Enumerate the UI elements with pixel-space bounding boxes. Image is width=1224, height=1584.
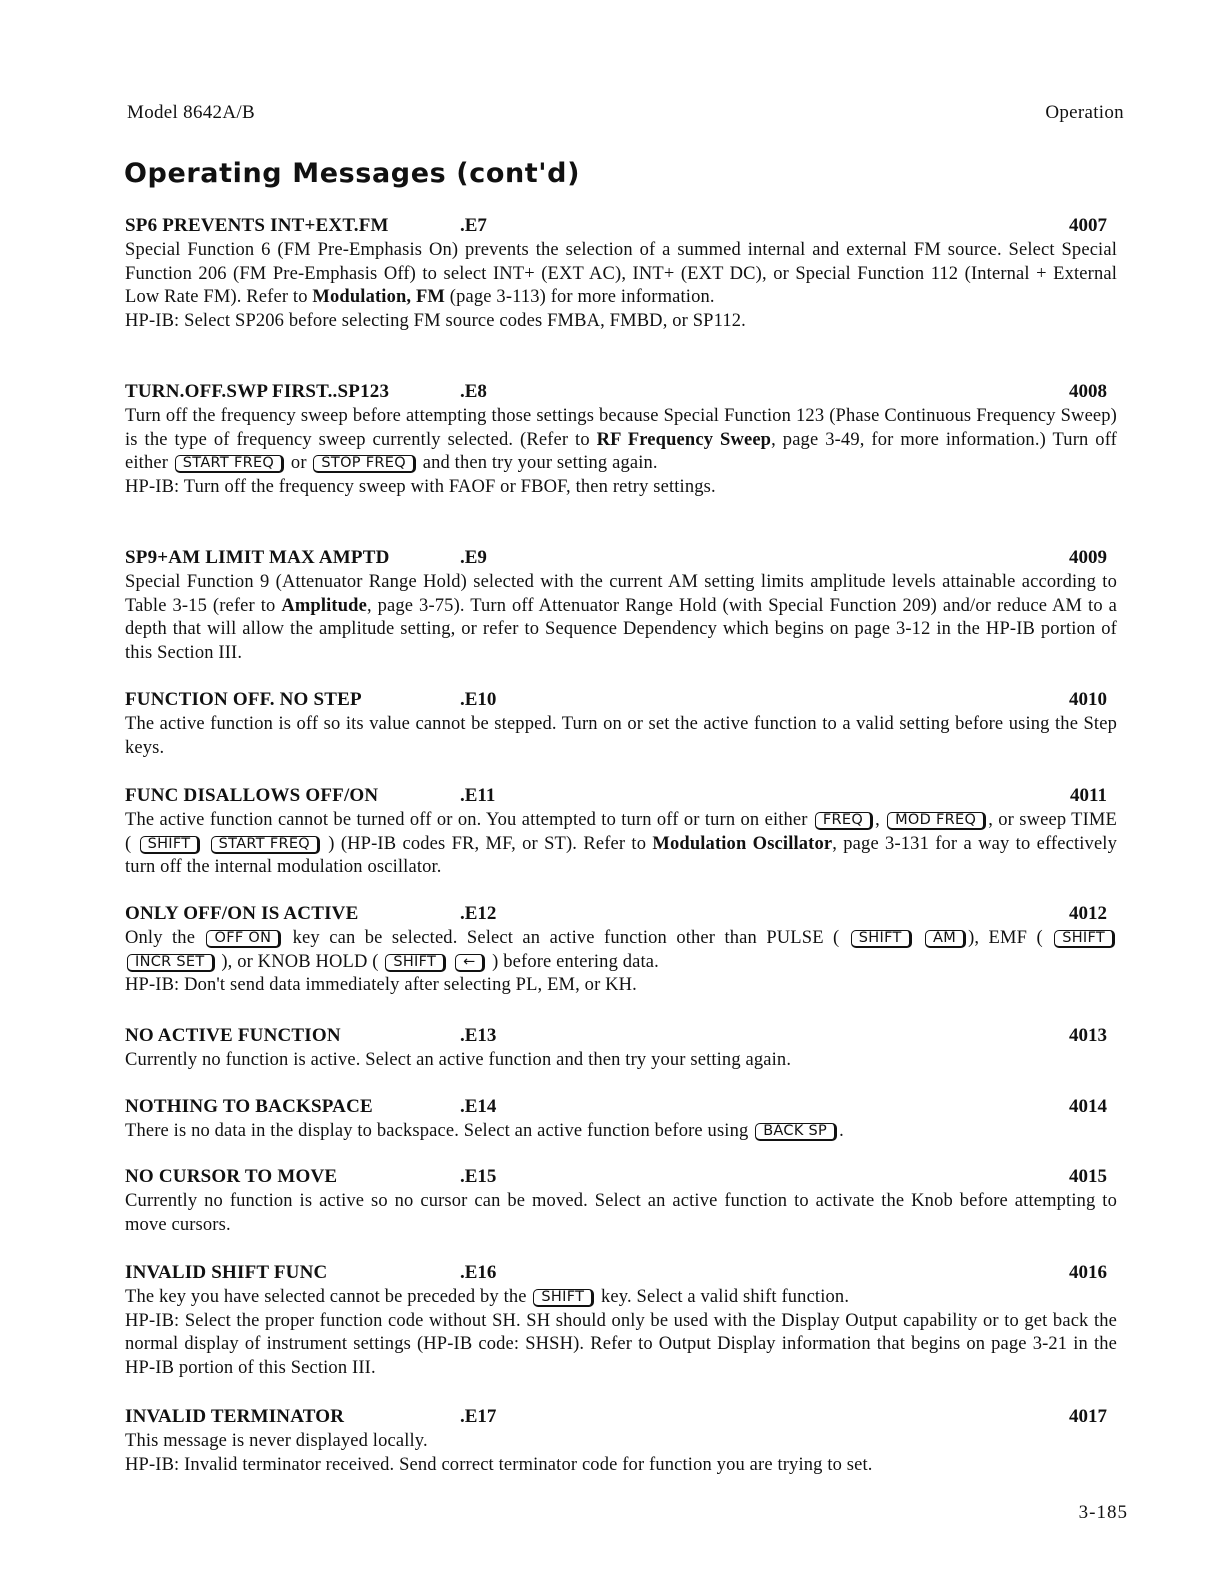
message-e13 <box>125 1025 1117 1073</box>
message-number: 4008 <box>1069 381 1107 402</box>
message-name: SP6 PREVENTS INT+EXT.FM <box>125 215 389 236</box>
shift-key: SHIFT <box>385 954 446 972</box>
message-description: This message is never displayed locally. <box>125 1431 428 1451</box>
message-code: .E11 <box>460 785 496 806</box>
message-e17 <box>125 1406 1117 1477</box>
message-number: 4015 <box>1069 1166 1107 1187</box>
am-key: AM <box>925 930 966 948</box>
shift-key: SHIFT <box>851 930 912 948</box>
shift-key: SHIFT <box>140 836 201 854</box>
message-header <box>125 1025 1117 1049</box>
message-header <box>125 547 1117 571</box>
hpib-note: HP-IB: Don't send data immediately after selecting PL, EM, or KH. <box>125 975 637 995</box>
message-header <box>125 1262 1117 1286</box>
message-code: .E16 <box>460 1262 497 1283</box>
back-sp-key: BACK SP <box>755 1123 837 1141</box>
message-e8 <box>125 381 1117 499</box>
message-name: FUNCTION OFF. NO STEP <box>125 689 362 710</box>
message-header <box>125 1406 1117 1430</box>
reference-link: Modulation Oscillator <box>652 833 833 854</box>
message-e7 <box>125 215 1117 333</box>
reference-link: Amplitude <box>281 595 367 616</box>
message-description: Special Function 9 (Attenuator Range Hold) selected with the current AM setting limits amplitude levels attainable according to Table 3-15 (refer to Amplitude, page 3-75). Turn off Attenuator Range Hold (with Special Function 209) and/or reduce AM to a depth that will allow the amplitude setting, or refer to Sequence Dependency which begins on page 3-12 in the HP-IB portion of this Section III. <box>125 572 1117 663</box>
reference-link: Modulation, FM <box>312 287 446 307</box>
message-description: The active function is off so its value cannot be stepped. Turn on or set the active function to a valid setting before using the Step keys. <box>125 714 1117 758</box>
message-code: .E9 <box>460 547 487 568</box>
message-number: 4012 <box>1069 903 1107 924</box>
message-description: Turn off the frequency sweep before attempting those settings because Special Function 123 (Phase Continuous Frequency Sweep) is the type of frequency sweep currently selected. (Refer to RF Frequency Sweep, page 3-49, for more information.) Turn off either START FREQ or STOP FREQ and then try your setting again. <box>125 406 1117 473</box>
hpib-note: HP-IB: Invalid terminator received. Send correct terminator code for function you are trying to set. <box>125 1454 873 1475</box>
message-code: .E10 <box>460 689 497 710</box>
off-on-key: OFF ON <box>206 930 281 948</box>
message-code: .E15 <box>460 1166 497 1187</box>
message-e15 <box>125 1166 1117 1237</box>
message-number: 4016 <box>1069 1262 1107 1283</box>
stop-freq-key: STOP FREQ <box>313 455 416 473</box>
message-name: NOTHING TO BACKSPACE <box>125 1096 373 1117</box>
message-name: SP9+AM LIMIT MAX AMPTD <box>125 547 390 568</box>
page-number: 3-185 <box>1078 1502 1128 1523</box>
message-header <box>125 381 1117 405</box>
message-name: INVALID SHIFT FUNC <box>125 1262 328 1283</box>
message-number: 4013 <box>1069 1025 1107 1046</box>
message-code: .E7 <box>460 215 487 236</box>
message-number: 4017 <box>1069 1406 1107 1427</box>
message-description: Only the OFF ON key can be selected. Select an active function other than PULSE ( SHIFT AM ), EMF ( SHIFT INCR SET ), or KNOB HOLD ( SHIFT ← ) before entering data. <box>125 927 1117 974</box>
header-model: Model 8642A/B <box>127 102 255 123</box>
message-e12 <box>125 903 1117 998</box>
message-e11 <box>125 785 1117 880</box>
incr-set-key: INCR SET <box>127 954 215 972</box>
header-section: Operation <box>1045 102 1124 123</box>
message-header <box>125 785 1117 809</box>
message-name: NO CURSOR TO MOVE <box>125 1166 338 1187</box>
message-description: The active function cannot be turned off or on. You attempted to turn off or turn on either FREQ , MOD FREQ , or sweep TIME ( SHIFT START FREQ ) (HP-IB codes FR, MF, or ST). Refer to Modulation Oscillator, page 3-131 for a way to effectively turn off the internal modulation oscillator. <box>125 810 1117 877</box>
message-name: TURN.OFF.SWP FIRST..SP123 <box>125 381 390 402</box>
message-description: Special Function 6 (FM Pre-Emphasis On) prevents the selection of a summed internal and external FM source. Select Special Function 206 (FM Pre-Emphasis Off) to select INT+ (EXT AC), INT+ (EXT DC), or Special Function 112 (Internal + External Low Rate FM). Refer to Modulation, FM (page 3-113) for more information. <box>125 240 1117 307</box>
message-name: INVALID TERMINATOR <box>125 1406 345 1427</box>
left-arrow-key: ← <box>455 954 485 972</box>
message-number: 4014 <box>1069 1096 1107 1117</box>
message-header <box>125 1096 1117 1120</box>
shift-key: SHIFT <box>1054 930 1115 948</box>
message-description: There is no data in the display to backspace. Select an active function before using BACK SP . <box>125 1121 844 1141</box>
reference-link: RF Frequency Sweep <box>596 429 772 450</box>
start-freq-key: START FREQ <box>175 455 284 473</box>
message-header <box>125 215 1117 239</box>
message-header <box>125 903 1117 927</box>
message-e10 <box>125 689 1117 760</box>
message-e14 <box>125 1096 1117 1144</box>
hpib-note: HP-IB: Turn off the frequency sweep with FAOF or FBOF, then retry settings. <box>125 476 716 497</box>
message-code: .E13 <box>460 1025 497 1046</box>
message-header <box>125 1166 1117 1190</box>
message-code: .E12 <box>460 903 497 924</box>
message-name: ONLY OFF/ON IS ACTIVE <box>125 903 359 924</box>
message-number: 4010 <box>1069 689 1107 710</box>
message-number: 4011 <box>1070 785 1107 806</box>
message-number: 4007 <box>1069 215 1107 236</box>
hpib-note: HP-IB: Select SP206 before selecting FM source codes FMBA, FMBD, or SP112. <box>125 310 746 331</box>
message-e9 <box>125 547 1117 665</box>
message-description: The key you have selected cannot be preceded by the SHIFT key. Select a valid shift function. <box>125 1287 850 1307</box>
message-e16 <box>125 1262 1117 1380</box>
hpib-note: HP-IB: Select the proper function code without SH. SH should only be used with the Display Output capability or to get back the normal display of instrument settings (HP-IB code: SHSH). Refer to Output Display information that begins on page 3-21 in the HP-IB portion of this Section III. <box>125 1310 1117 1378</box>
message-description: Currently no function is active. Select an active function and then try your setting again. <box>125 1050 792 1070</box>
page-title: Operating Messages (cont'd) <box>124 158 581 189</box>
message-description: Currently no function is active so no cursor can be moved. Select an active function to activate the Knob before attempting to move cursors. <box>125 1191 1117 1235</box>
message-name: NO ACTIVE FUNCTION <box>125 1025 341 1046</box>
message-number: 4009 <box>1069 547 1107 568</box>
mod-freq-key: MOD FREQ <box>887 812 986 830</box>
start-freq-key: START FREQ <box>211 836 320 854</box>
shift-key: SHIFT <box>533 1289 594 1307</box>
message-code: .E17 <box>460 1406 497 1427</box>
message-name: FUNC DISALLOWS OFF/ON <box>125 785 379 806</box>
freq-key: FREQ <box>815 812 873 830</box>
message-header <box>125 689 1117 713</box>
message-code: .E14 <box>460 1096 497 1117</box>
message-code: .E8 <box>460 381 487 402</box>
